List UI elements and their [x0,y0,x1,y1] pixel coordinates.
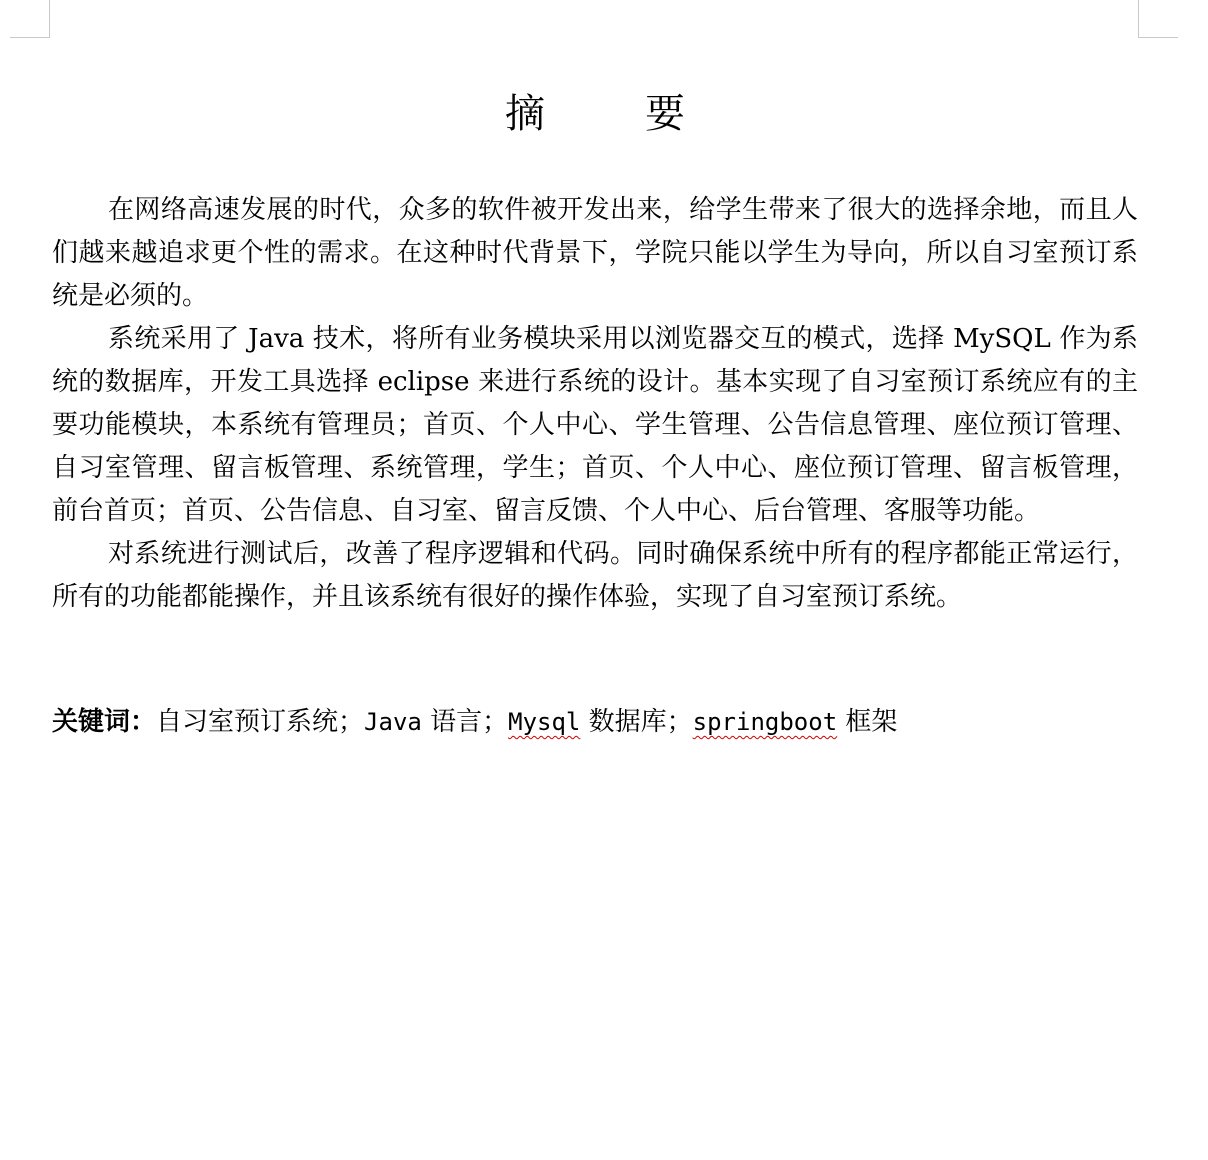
keyword-3-latin: Mysql [508,708,581,736]
keyword-separator: ； [482,707,509,737]
abstract-paragraph-1: 在网络高速发展的时代，众多的软件被开发出来，给学生带来了很大的选择余地，而且人们越来越追求更个性的需求。在这种时代背景下，学院只能以学生为导向，所以自习室预订系统是必须的。 [52,195,1138,311]
keywords-label: 关键词： [52,707,157,737]
keyword-4-latin: springboot [692,708,838,736]
abstract-paragraph-2: 系统采用了 Java 技术，将所有业务模块采用以浏览器交互的模式，选择 MySQL 作为系统的数据库，开发工具选择 eclipse 来进行系统的设计。基本实现了自习室预订系统应有的主要功能模块，本系统有管理员；首页、个人中心、学生管理、公告信息管理、座位预订管理、自习室管理、留言板管理、系统管理，学生；首页、个人中心、座位预订管理、留言板管理，前台首页；首页、公告信息、自习室、留言反馈、个人中心、后台管理、客服等功能。 [52,324,1138,526]
abstract-body [52,189,1138,619]
crop-mark-top-left [10,0,50,38]
keyword-2-cjk: 语言 [421,707,483,737]
keyword-separator: ； [666,707,693,737]
keywords-line [52,700,897,744]
page-title: 摘 要 [505,91,715,137]
keyword-separator: ； [338,707,365,737]
keyword-1: 自习室预订系统 [156,707,339,737]
keyword-4-cjk: 框架 [837,707,898,737]
crop-mark-top-right [1138,0,1178,38]
keyword-2-latin: Java [364,708,422,736]
keyword-3-cjk: 数据库 [580,707,667,737]
abstract-paragraph-3: 对系统进行测试后，改善了程序逻辑和代码。同时确保系统中所有的程序都能正常运行，所有的功能都能操作，并且该系统有很好的操作体验，实现了自习室预订系统。 [52,539,1138,612]
